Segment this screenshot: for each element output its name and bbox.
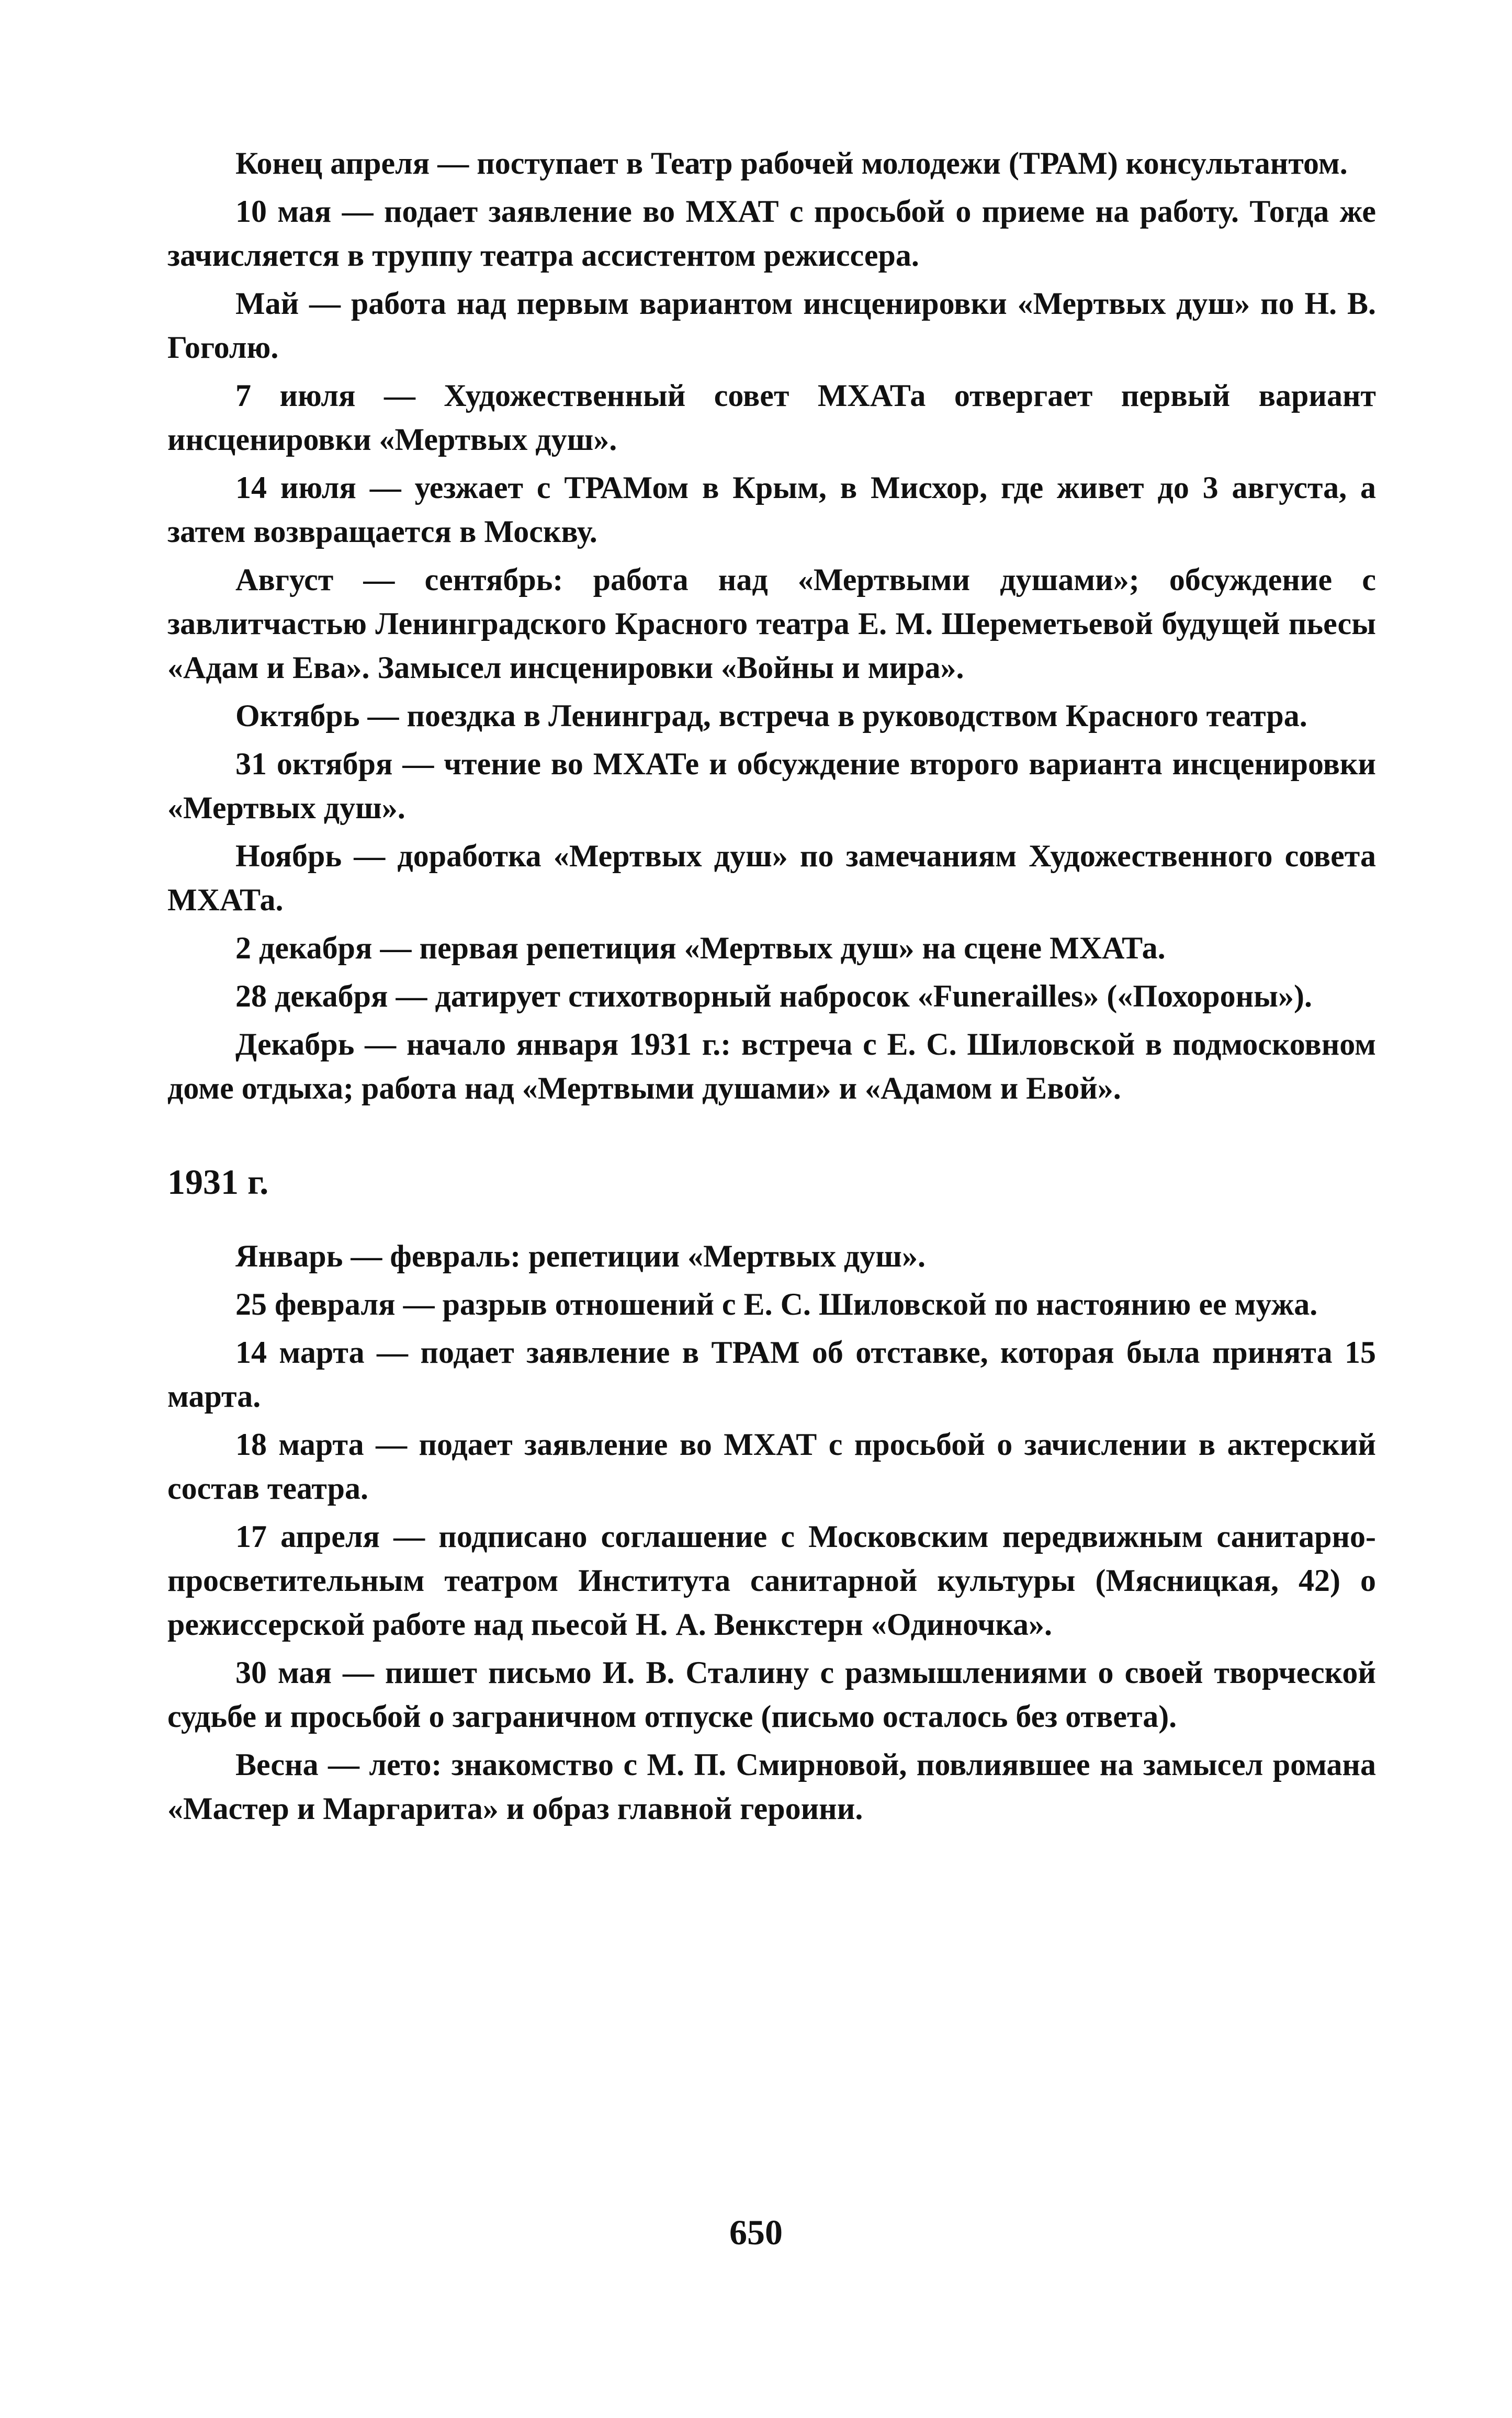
chronology-entry: Ноябрь — доработка «Мертвых душ» по замечаниям Художественного совета МХАТа. (167, 839, 1376, 917)
chronology-entry: Весна — лето: знакомство с М. П. Смирновой, повлиявшее на замысел романа «Мастер и Маргарита» и образ главной героини. (167, 1747, 1376, 1826)
chronology-entry: Декабрь — начало января 1931 г.: встреча с Е. С. Шиловской в подмосковном доме отдыха; работа над «Мертвыми душами» и «Адамом и Евой». (167, 1027, 1376, 1105)
chronology-entry: 17 апреля — подписано соглашение с Московским передвижным санитарно-просветительным театром Института санитарной культуры (Мясницкая, 42) о режиссерской работе над пьесой Н. А. Венкстерн «Одиночка». (167, 1519, 1376, 1642)
chronology-entry: 30 мая — пишет письмо И. В. Сталину с размышлениями о своей творческой судьбе и просьбой о заграничном отпуске (письмо осталось без ответа). (167, 1655, 1376, 1734)
chronology-entry: 7 июля — Художественный совет МХАТа отвергает первый вариант инсценировки «Мертвых душ». (167, 378, 1376, 457)
chronology-entry: 14 июля — уезжает с ТРАМом в Крым, в Мисхор, где живет до 3 августа, а затем возвращается в Москву. (167, 470, 1376, 549)
chronology-entry: 25 февраля — разрыв отношений с Е. С. Шиловской по настоянию ее мужа. (235, 1287, 1318, 1321)
chronology-entry: Январь — февраль: репетиции «Мертвых душ». (235, 1239, 926, 1273)
chronology-entry: 31 октября — чтение во МХАТе и обсуждение второго варианта инсценировки «Мертвых душ». (167, 747, 1376, 825)
chronology-entry: Конец апреля — поступает в Театр рабочей молодежи (ТРАМ) консультантом. (235, 146, 1348, 180)
chronology-entry: Октябрь — поездка в Ленинград, встреча в руководством Красного театра. (235, 698, 1307, 733)
page-body (167, 141, 1376, 1835)
chronology-entry: 10 мая — подает заявление во МХАТ с просьбой о приеме на работу. Тогда же зачисляется в труппу театра ассистентом режиссера. (167, 194, 1376, 273)
chronology-entry: 14 марта — подает заявление в ТРАМ об отставке, которая была принята 15 марта. (167, 1335, 1376, 1414)
page-number: 650 (729, 2212, 783, 2252)
chronology-entry: 2 декабря — первая репетиция «Мертвых душ» на сцене МХАТа. (235, 931, 1166, 965)
chronology-entry: Май — работа над первым вариантом инсценировки «Мертвых душ» по Н. В. Гоголю. (167, 286, 1376, 365)
year-heading: 1931 г. (167, 1162, 269, 1202)
chronology-entry: 28 декабря — датирует стихотворный набросок «Funerailles» («Похороны»). (235, 979, 1312, 1013)
chronology-entry: Август — сентябрь: работа над «Мертвыми душами»; обсуждение с завлитчастью Ленинградского Красного театра Е. М. Шереметьевой будущей пьесы «Адам и Ева». Замысел инсценировки «Войны и мира». (167, 562, 1376, 685)
chronology-entry: 18 марта — подает заявление во МХАТ с просьбой о зачислении в актерский состав театра. (167, 1427, 1376, 1506)
